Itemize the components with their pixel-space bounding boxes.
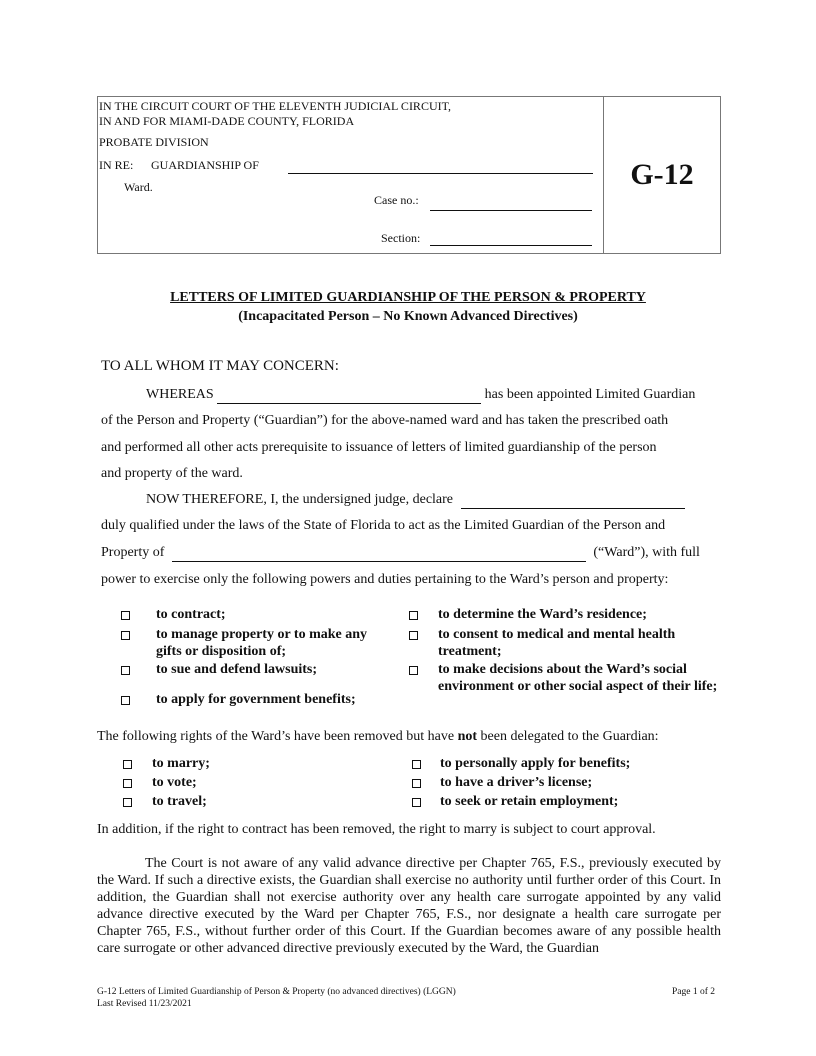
now-lead: NOW THEREFORE, I, the undersigned judge, declare bbox=[146, 492, 454, 507]
whereas-line-1 bbox=[146, 387, 695, 404]
power-option: to consent to medical and mental health treatment; bbox=[438, 627, 676, 659]
whereas-line-2: of the Person and Property (“Guardian”) for the above-named ward and has taken the prescribed oath bbox=[101, 413, 669, 428]
rights-intro bbox=[97, 729, 659, 745]
marriage-note: In addition, if the right to contract has been removed, the right to marry is subject to court approval. bbox=[97, 822, 656, 837]
power-option: to sue and defend lawsuits; bbox=[156, 662, 318, 677]
ward-name-line[interactable] bbox=[288, 173, 593, 174]
right-checkbox[interactable] bbox=[412, 798, 421, 807]
rights-intro-bold: not bbox=[457, 729, 478, 744]
whereas-line-4: and property of the ward. bbox=[101, 466, 243, 481]
document-subtitle: (Incapacitated Person – No Known Advanced Directives) bbox=[238, 309, 578, 324]
property-of-lead: Property of bbox=[101, 545, 165, 560]
power-checkbox[interactable] bbox=[121, 696, 130, 705]
whereas-line-3: and performed all other acts prerequisite to issuance of letters of limited guardianship of the person bbox=[101, 440, 657, 455]
now-line-2: duly qualified under the laws of the State of Florida to act as the Limited Guardian of the Person and bbox=[101, 518, 666, 533]
now-line-3 bbox=[101, 545, 700, 562]
advance-directive-paragraph: The Court is not aware of any valid advance directive per Chapter 765, F.S., previously executed by the Ward. If such a directive exists, the Guardian shall exercise no authority until further order of this Court. In addition, the Guardian shall not exercise authority over any health care surrogate appointed by any valid advance directive executed by the Ward per Chapter 765, F.S., nor designate a health care surrogate per Chapter 765, F.S., without further order of this Court. If the Guardian becomes aware of any possible health care surrogate or other advanced directive previously executed by the Ward, the Guardian bbox=[97, 856, 721, 956]
right-option: to marry; bbox=[152, 756, 210, 771]
section-label: Section: bbox=[381, 231, 421, 245]
power-checkbox[interactable] bbox=[121, 666, 130, 675]
power-checkbox[interactable] bbox=[409, 666, 418, 675]
right-option: to seek or retain employment; bbox=[440, 794, 619, 809]
power-checkbox[interactable] bbox=[409, 611, 418, 620]
court-line-2: IN AND FOR MIAMI-DADE COUNTY, FLORIDA bbox=[99, 114, 355, 128]
salutation: TO ALL WHOM IT MAY CONCERN: bbox=[101, 358, 339, 374]
right-checkbox[interactable] bbox=[123, 760, 132, 769]
right-checkbox[interactable] bbox=[123, 779, 132, 788]
section-line[interactable] bbox=[430, 245, 592, 246]
power-option: to manage property or to make any gifts or disposition of; bbox=[156, 627, 368, 659]
right-option: to personally apply for benefits; bbox=[440, 756, 631, 771]
footer-page-number: Page 1 of 2 bbox=[672, 987, 716, 997]
right-option: to vote; bbox=[152, 775, 197, 790]
power-option: to contract; bbox=[156, 607, 226, 622]
power-option: to determine the Ward’s residence; bbox=[438, 607, 647, 622]
property-of-tail: (“Ward”), with full bbox=[593, 545, 700, 560]
now-line-1 bbox=[146, 492, 685, 509]
guardianship-of-label: GUARDIANSHIP OF bbox=[151, 158, 259, 172]
ward-label: Ward. bbox=[124, 180, 153, 194]
power-checkbox[interactable] bbox=[121, 611, 130, 620]
whereas-lead: WHEREAS bbox=[146, 387, 214, 402]
in-re-label: IN RE: bbox=[99, 158, 134, 172]
case-no-line[interactable] bbox=[430, 210, 592, 211]
footer-form-name: G-12 Letters of Limited Guardianship of Person & Property (no advanced directives) (LGGN) bbox=[97, 987, 456, 997]
right-checkbox[interactable] bbox=[412, 779, 421, 788]
whereas-tail: has been appointed Limited Guardian bbox=[484, 387, 696, 402]
now-line-4: power to exercise only the following powers and duties pertaining to the Ward’s person and property: bbox=[101, 572, 669, 587]
division: PROBATE DIVISION bbox=[99, 135, 209, 149]
power-checkbox[interactable] bbox=[121, 631, 130, 640]
rights-intro-post: been delegated to the Guardian: bbox=[480, 729, 659, 744]
guardian-name-blank[interactable] bbox=[217, 387, 481, 404]
case-no-label: Case no.: bbox=[374, 193, 419, 207]
document-title: LETTERS OF LIMITED GUARDIANSHIP OF THE PERSON & PROPERTY bbox=[170, 290, 646, 305]
right-checkbox[interactable] bbox=[123, 798, 132, 807]
right-option: to travel; bbox=[152, 794, 207, 809]
court-line-1: IN THE CIRCUIT COURT OF THE ELEVENTH JUDICIAL CIRCUIT, bbox=[99, 99, 452, 113]
footer-revised: Last Revised 11/23/2021 bbox=[97, 999, 192, 1009]
right-checkbox[interactable] bbox=[412, 760, 421, 769]
power-option: to make decisions about the Ward’s social environment or other social aspect of their life; bbox=[438, 662, 718, 694]
power-option: to apply for government benefits; bbox=[156, 692, 356, 707]
right-option: to have a driver’s license; bbox=[440, 775, 593, 790]
ward-property-blank[interactable] bbox=[172, 545, 586, 562]
guardian-declared-blank[interactable] bbox=[461, 492, 685, 509]
rights-intro-pre: The following rights of the Ward’s have been removed but have bbox=[97, 729, 455, 744]
form-code: G-12 bbox=[630, 158, 694, 191]
power-checkbox[interactable] bbox=[409, 631, 418, 640]
